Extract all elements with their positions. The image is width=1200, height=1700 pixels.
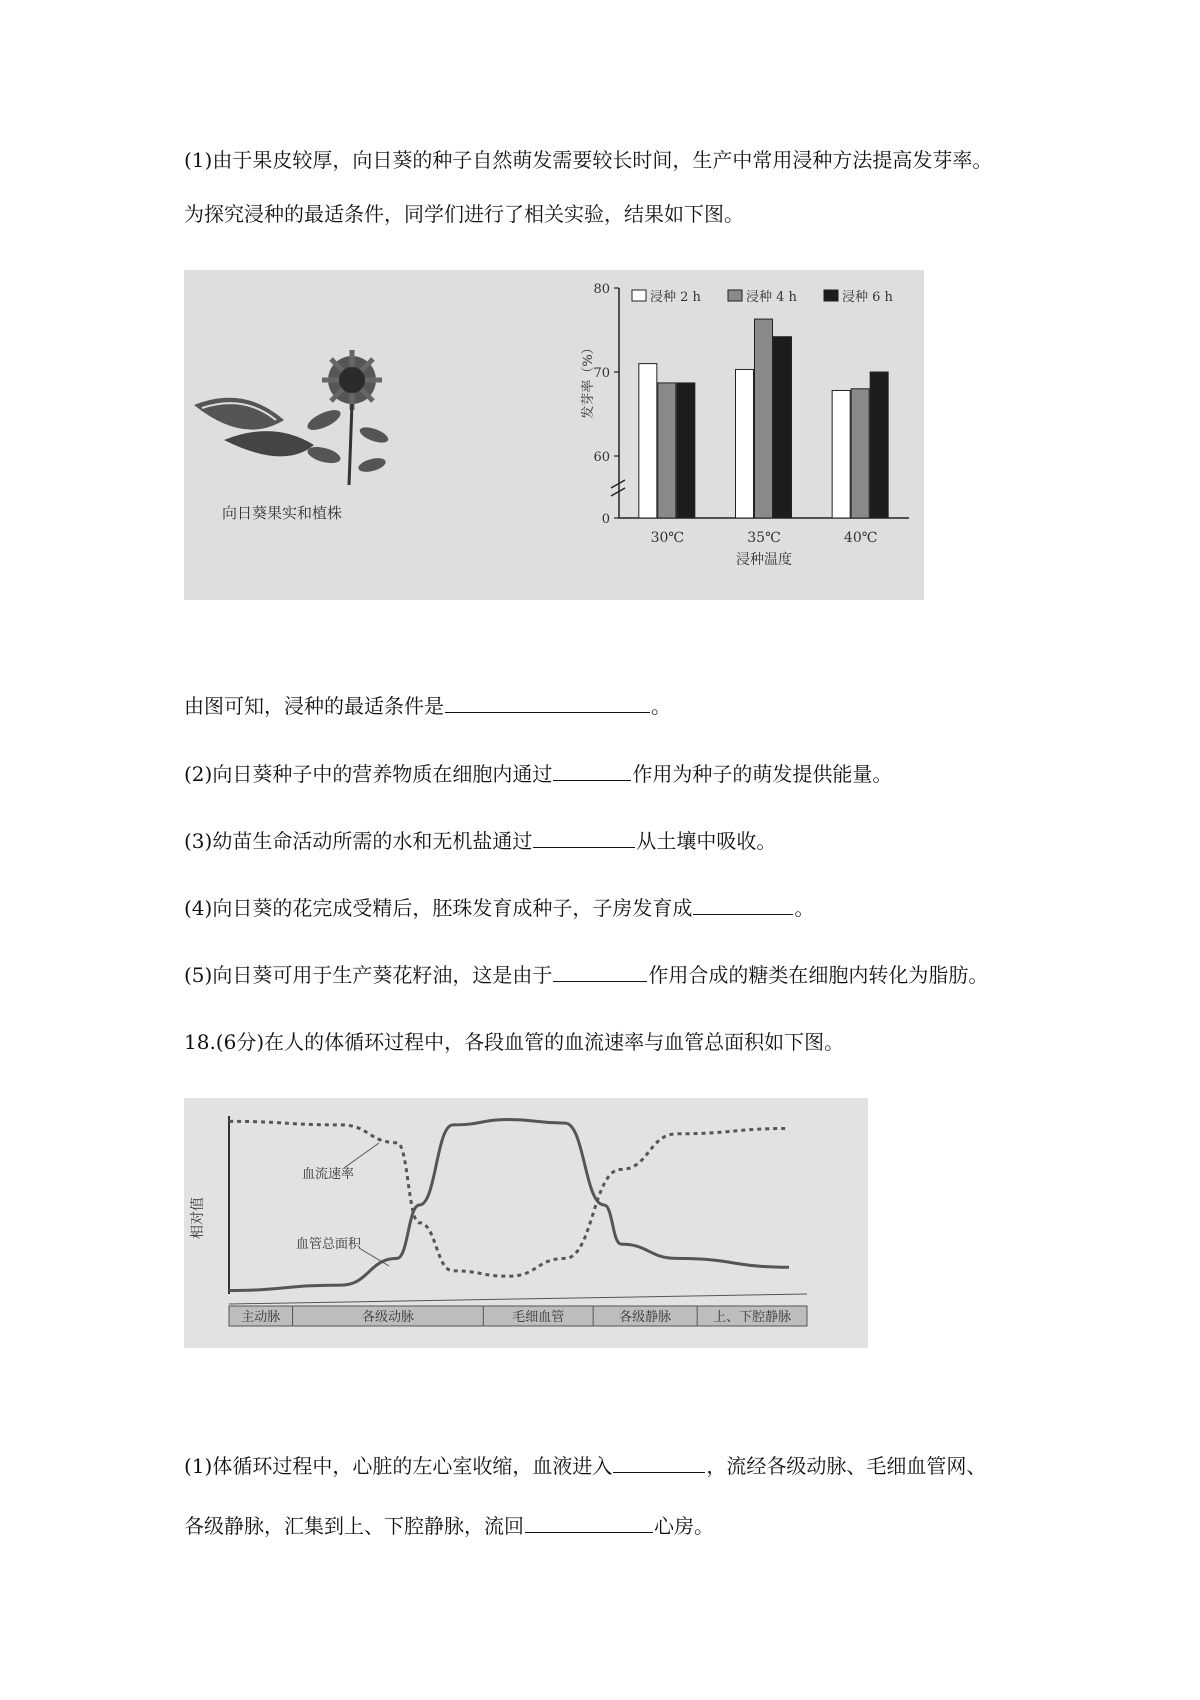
q17-q5-end: 作用合成的糖类在细胞内转化为脂肪。 (648, 963, 989, 987)
answer-blank-q18-atrium[interactable] (525, 1512, 653, 1533)
y-tick-label: 70 (593, 366, 610, 381)
q17-part1-line2: 为探究浸种的最适条件，同学们进行了相关实验，结果如下图。 (184, 202, 744, 226)
series-label-flow-rate: 血流速率 (302, 1167, 355, 1182)
bar (851, 389, 869, 518)
q17-q4-text: (4)向日葵的花完成受精后，胚珠发育成种子，子房发育成 (184, 896, 693, 920)
x-tick-label: 30℃ (650, 530, 685, 546)
category-label: 主动脉 (241, 1310, 281, 1325)
bar (832, 390, 850, 518)
bar (736, 369, 754, 518)
q17-conclusion-end: 。 (651, 694, 671, 718)
q17-q2-text: (2)向日葵种子中的营养物质在细胞内通过 (184, 762, 553, 786)
blood-flow-figure (184, 1098, 868, 1348)
series-label-vessel-area: 血管总面积 (296, 1237, 362, 1252)
q18-question-1-line1 (184, 1452, 986, 1480)
q17-q2-end: 作用为种子的萌发提供能量。 (632, 762, 893, 786)
q18-question-1-line2 (184, 1512, 714, 1540)
answer-blank-q18-vessel[interactable] (613, 1452, 705, 1473)
q17-conclusion (184, 692, 671, 720)
bar (755, 319, 773, 518)
strip-top-edge (229, 1294, 807, 1304)
q18-q1-text-b: ，流经各级动脉、毛细血管网、 (706, 1454, 987, 1478)
q17-q5-text: (5)向日葵可用于生产葵花籽油，这是由于 (184, 963, 553, 987)
q17-question-4 (184, 894, 814, 922)
legend-swatch (728, 290, 742, 301)
q17-q3-end: 从土壤中吸收。 (636, 829, 777, 853)
sunflower-caption: 向日葵果实和植株 (222, 504, 343, 522)
bar (774, 337, 792, 518)
q17-q3-text: (3)幼苗生命活动所需的水和无机盐通过 (184, 829, 533, 853)
blood-flow-line-chart (184, 1098, 868, 1348)
vessel-area-curve (229, 1120, 789, 1291)
bar (677, 383, 695, 518)
legend-label: 浸种 6 h (842, 290, 893, 305)
legend-label: 浸种 4 h (746, 290, 797, 305)
y-tick-label: 60 (593, 450, 610, 465)
q18-title: 18.(6分)在人的体循环过程中，各段血管的血流速率与血管总面积如下图。 (184, 1030, 845, 1054)
legend-swatch (632, 290, 646, 301)
q17-question-5 (184, 961, 988, 989)
x-tick-label: 40℃ (843, 530, 878, 546)
axis-break-mark (611, 480, 625, 496)
x-axis-label: 浸种温度 (736, 552, 792, 568)
answer-blank-q3[interactable] (533, 827, 635, 848)
sunflower-figure (184, 270, 924, 600)
category-label: 各级静脉 (619, 1310, 672, 1325)
q17-question-2 (184, 760, 892, 788)
leader-line (359, 1248, 389, 1266)
y-axis-label: 发芽率（%） (581, 341, 596, 419)
bar (870, 372, 888, 518)
blood-flow-rate-curve (229, 1121, 789, 1276)
answer-blank-q2[interactable] (553, 760, 631, 781)
answer-blank-optimal-condition[interactable] (445, 692, 650, 713)
q17-part1-line1: (1)由于果皮较厚，向日葵的种子自然萌发需要较长时间，生产中常用浸种方法提高发芽率。 (184, 148, 993, 172)
q18-q1-text-d: 心房。 (654, 1514, 714, 1538)
answer-blank-q4[interactable] (693, 894, 793, 915)
legend-swatch (824, 290, 838, 301)
category-label: 上、下腔静脉 (713, 1310, 792, 1325)
sunflower-seed-icon (194, 398, 314, 457)
q17-q4-end: 。 (794, 896, 815, 920)
bar (658, 383, 676, 518)
answer-blank-q5[interactable] (553, 961, 647, 982)
legend-label: 浸种 2 h (650, 290, 701, 305)
y-tick-label: 80 (593, 282, 610, 297)
q17-question-3 (184, 827, 776, 855)
sunflower-plant-icon (305, 350, 390, 485)
bar (639, 364, 657, 518)
leader-line (344, 1143, 379, 1168)
q18-q1-text-c: 各级静脉，汇集到上、下腔静脉，流回 (184, 1514, 524, 1538)
q18-q1-text-a: (1)体循环过程中，心脏的左心室收缩，血液进入 (184, 1454, 613, 1478)
germination-bar-chart (504, 270, 924, 600)
category-label: 毛细血管 (512, 1310, 565, 1325)
q17-conclusion-text: 由图可知，浸种的最适条件是 (184, 694, 444, 718)
y-tick-label: 0 (601, 512, 610, 527)
x-tick-label: 35℃ (747, 530, 781, 546)
category-label: 各级动脉 (361, 1310, 414, 1325)
y-axis-label: 相对值 (190, 1197, 206, 1239)
